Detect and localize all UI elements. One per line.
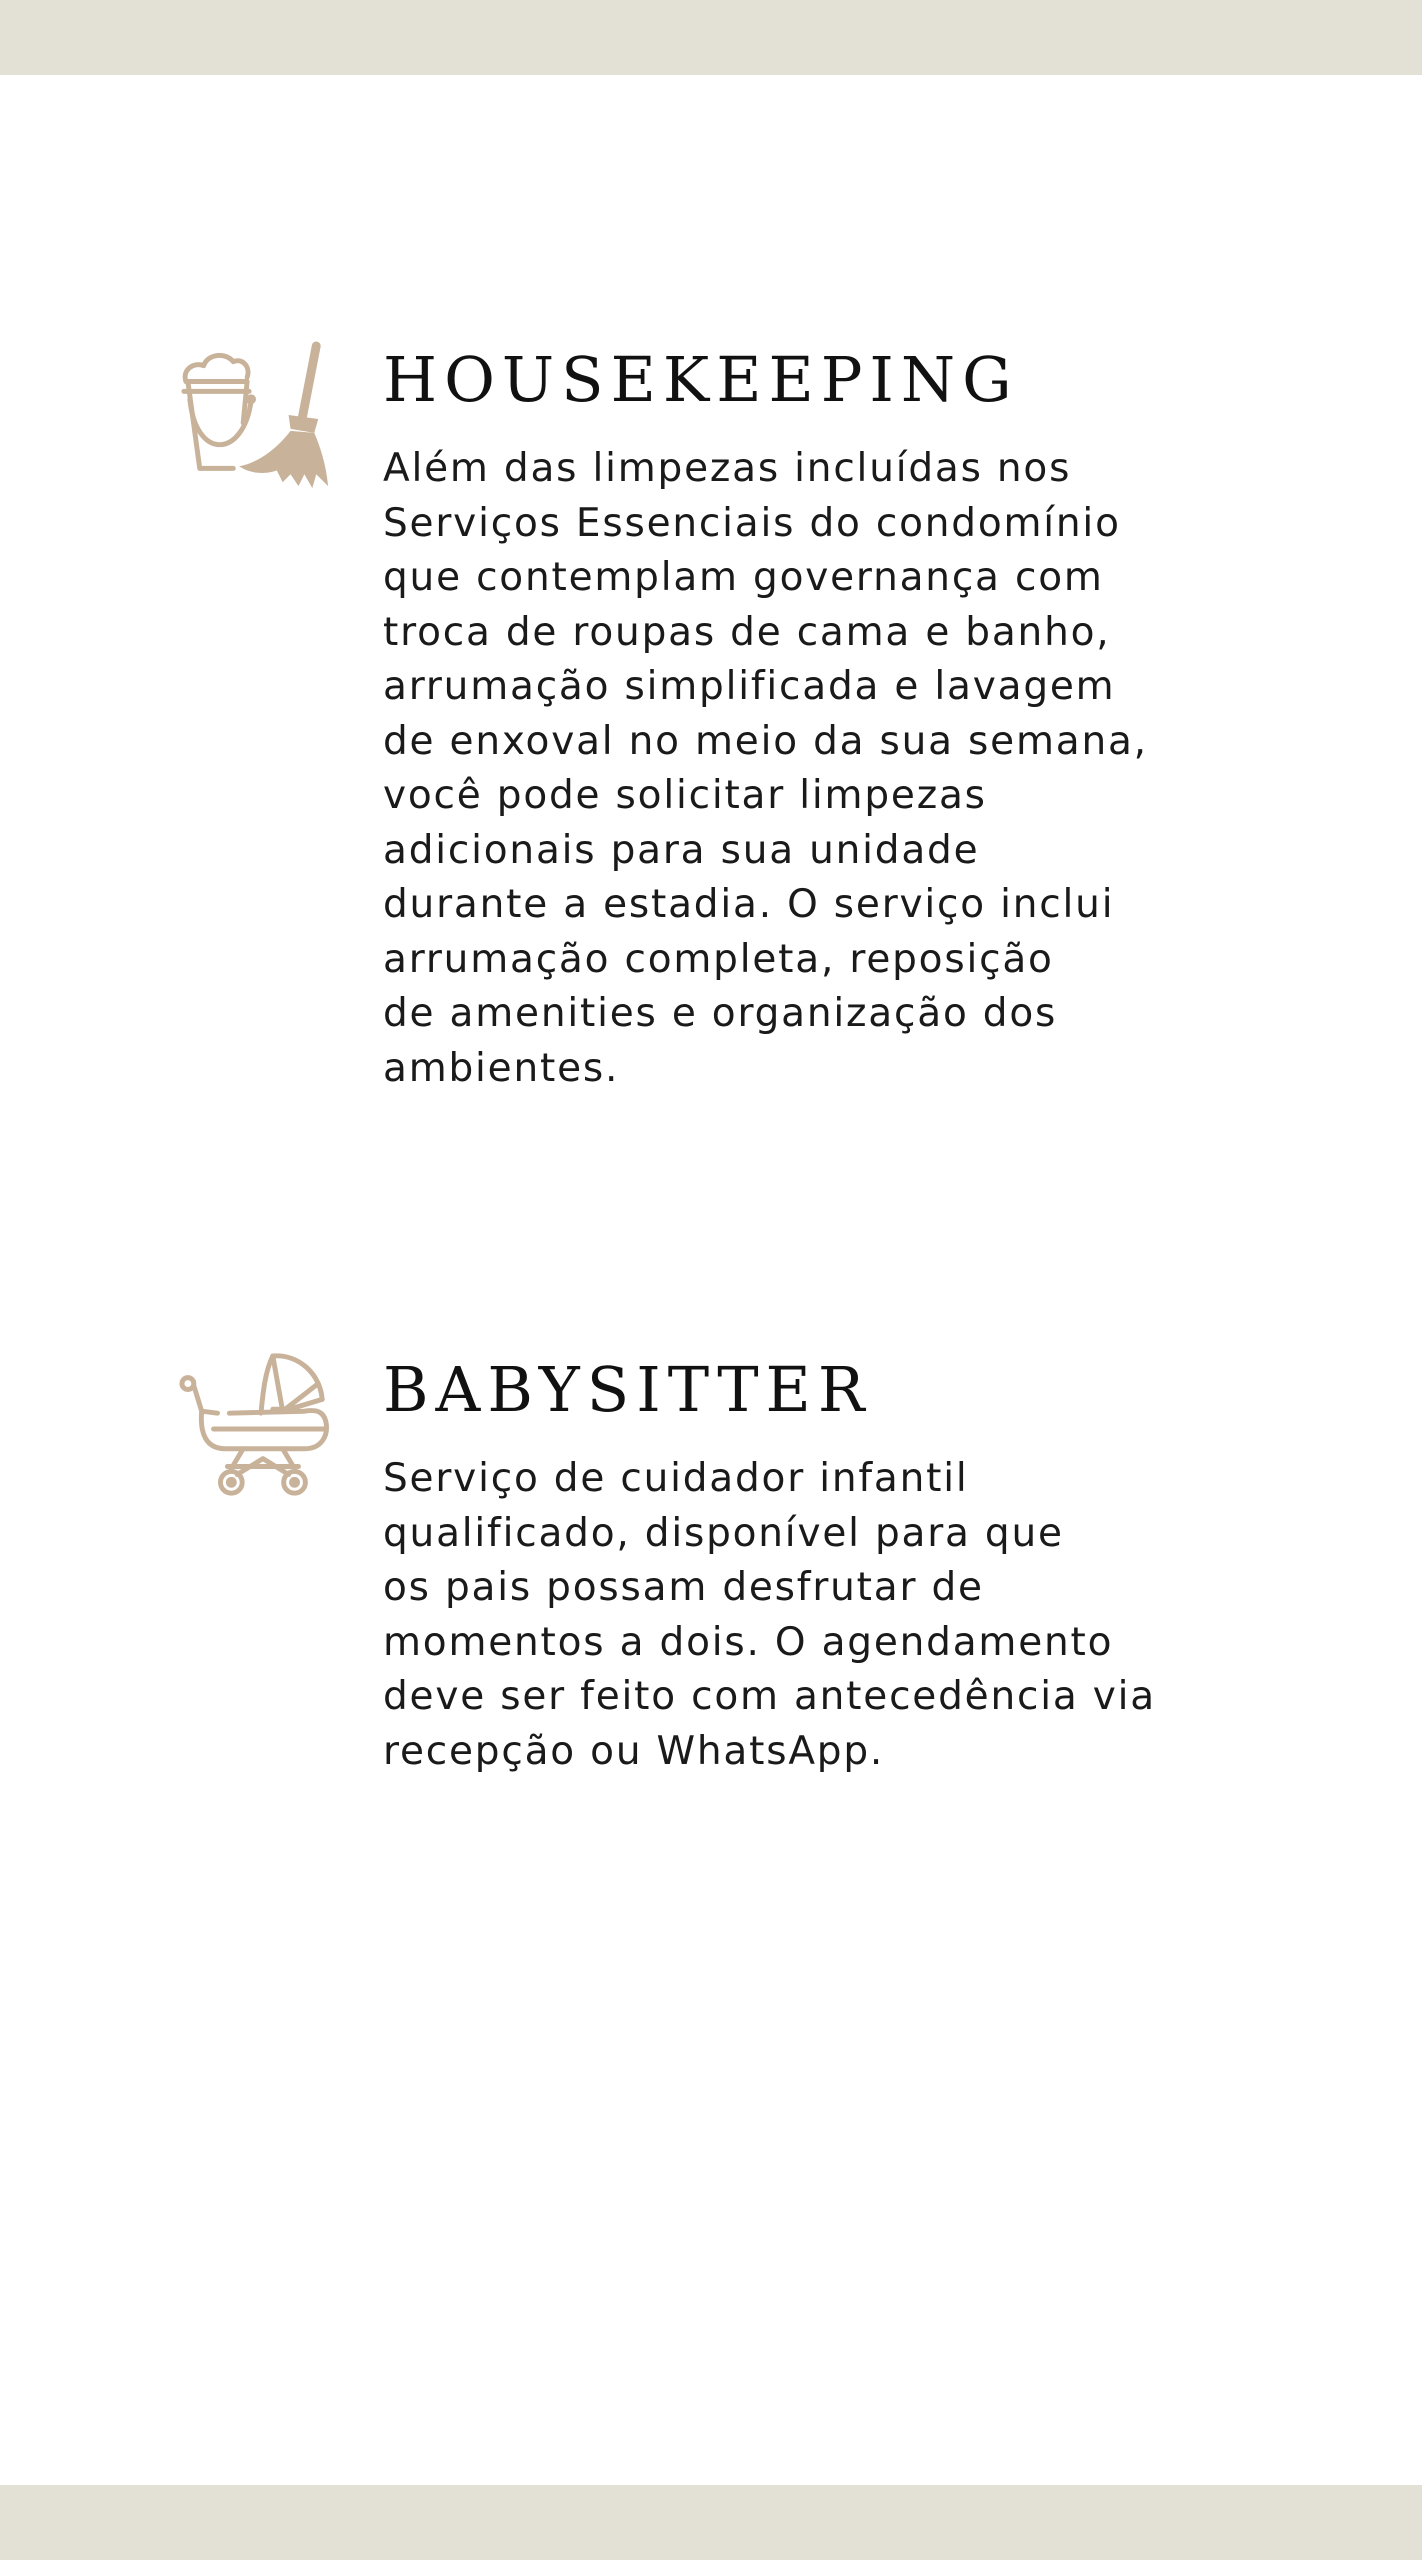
description-line: durante a estadia. O serviço inclui	[383, 882, 1115, 927]
description-line: de amenities e organização dos	[383, 991, 1058, 1036]
description-line: deve ser feito com antecedência via	[383, 1674, 1156, 1719]
description-line: os pais possam desfrutar de	[383, 1565, 984, 1610]
description-line: troca de roupas de cama e banho,	[383, 609, 1111, 655]
service-description	[383, 442, 1203, 1096]
top-band	[0, 0, 1422, 75]
service-title: HOUSEKEEPING	[383, 343, 1019, 416]
service-title: BABYSITTER	[383, 1353, 872, 1426]
description-line: de enxoval no meio da sua semana,	[383, 718, 1148, 764]
description-line: que contemplam governança com	[383, 555, 1104, 600]
bottom-band	[0, 2485, 1422, 2560]
bucket-broom-icon	[178, 340, 336, 498]
description-line: você pode solicitar limpezas	[383, 773, 987, 818]
description-line: qualificado, disponível para que	[383, 1510, 1064, 1556]
service-description	[383, 1452, 1203, 1779]
description-line: recepção ou WhatsApp.	[383, 1728, 885, 1774]
description-line: ambientes.	[383, 1045, 620, 1091]
baby-stroller-icon	[178, 1350, 336, 1508]
description-line: adicionais para sua unidade	[383, 827, 980, 873]
description-line: Serviços Essenciais do condomínio	[383, 500, 1121, 546]
description-line: Serviço de cuidador infantil	[383, 1456, 969, 1501]
description-line: Além das limpezas incluídas nos	[383, 446, 1072, 491]
description-line: arrumação simplificada e lavagem	[383, 664, 1116, 709]
description-line: momentos a dois. O agendamento	[383, 1619, 1114, 1665]
description-line: arrumação completa, reposição	[383, 936, 1054, 982]
